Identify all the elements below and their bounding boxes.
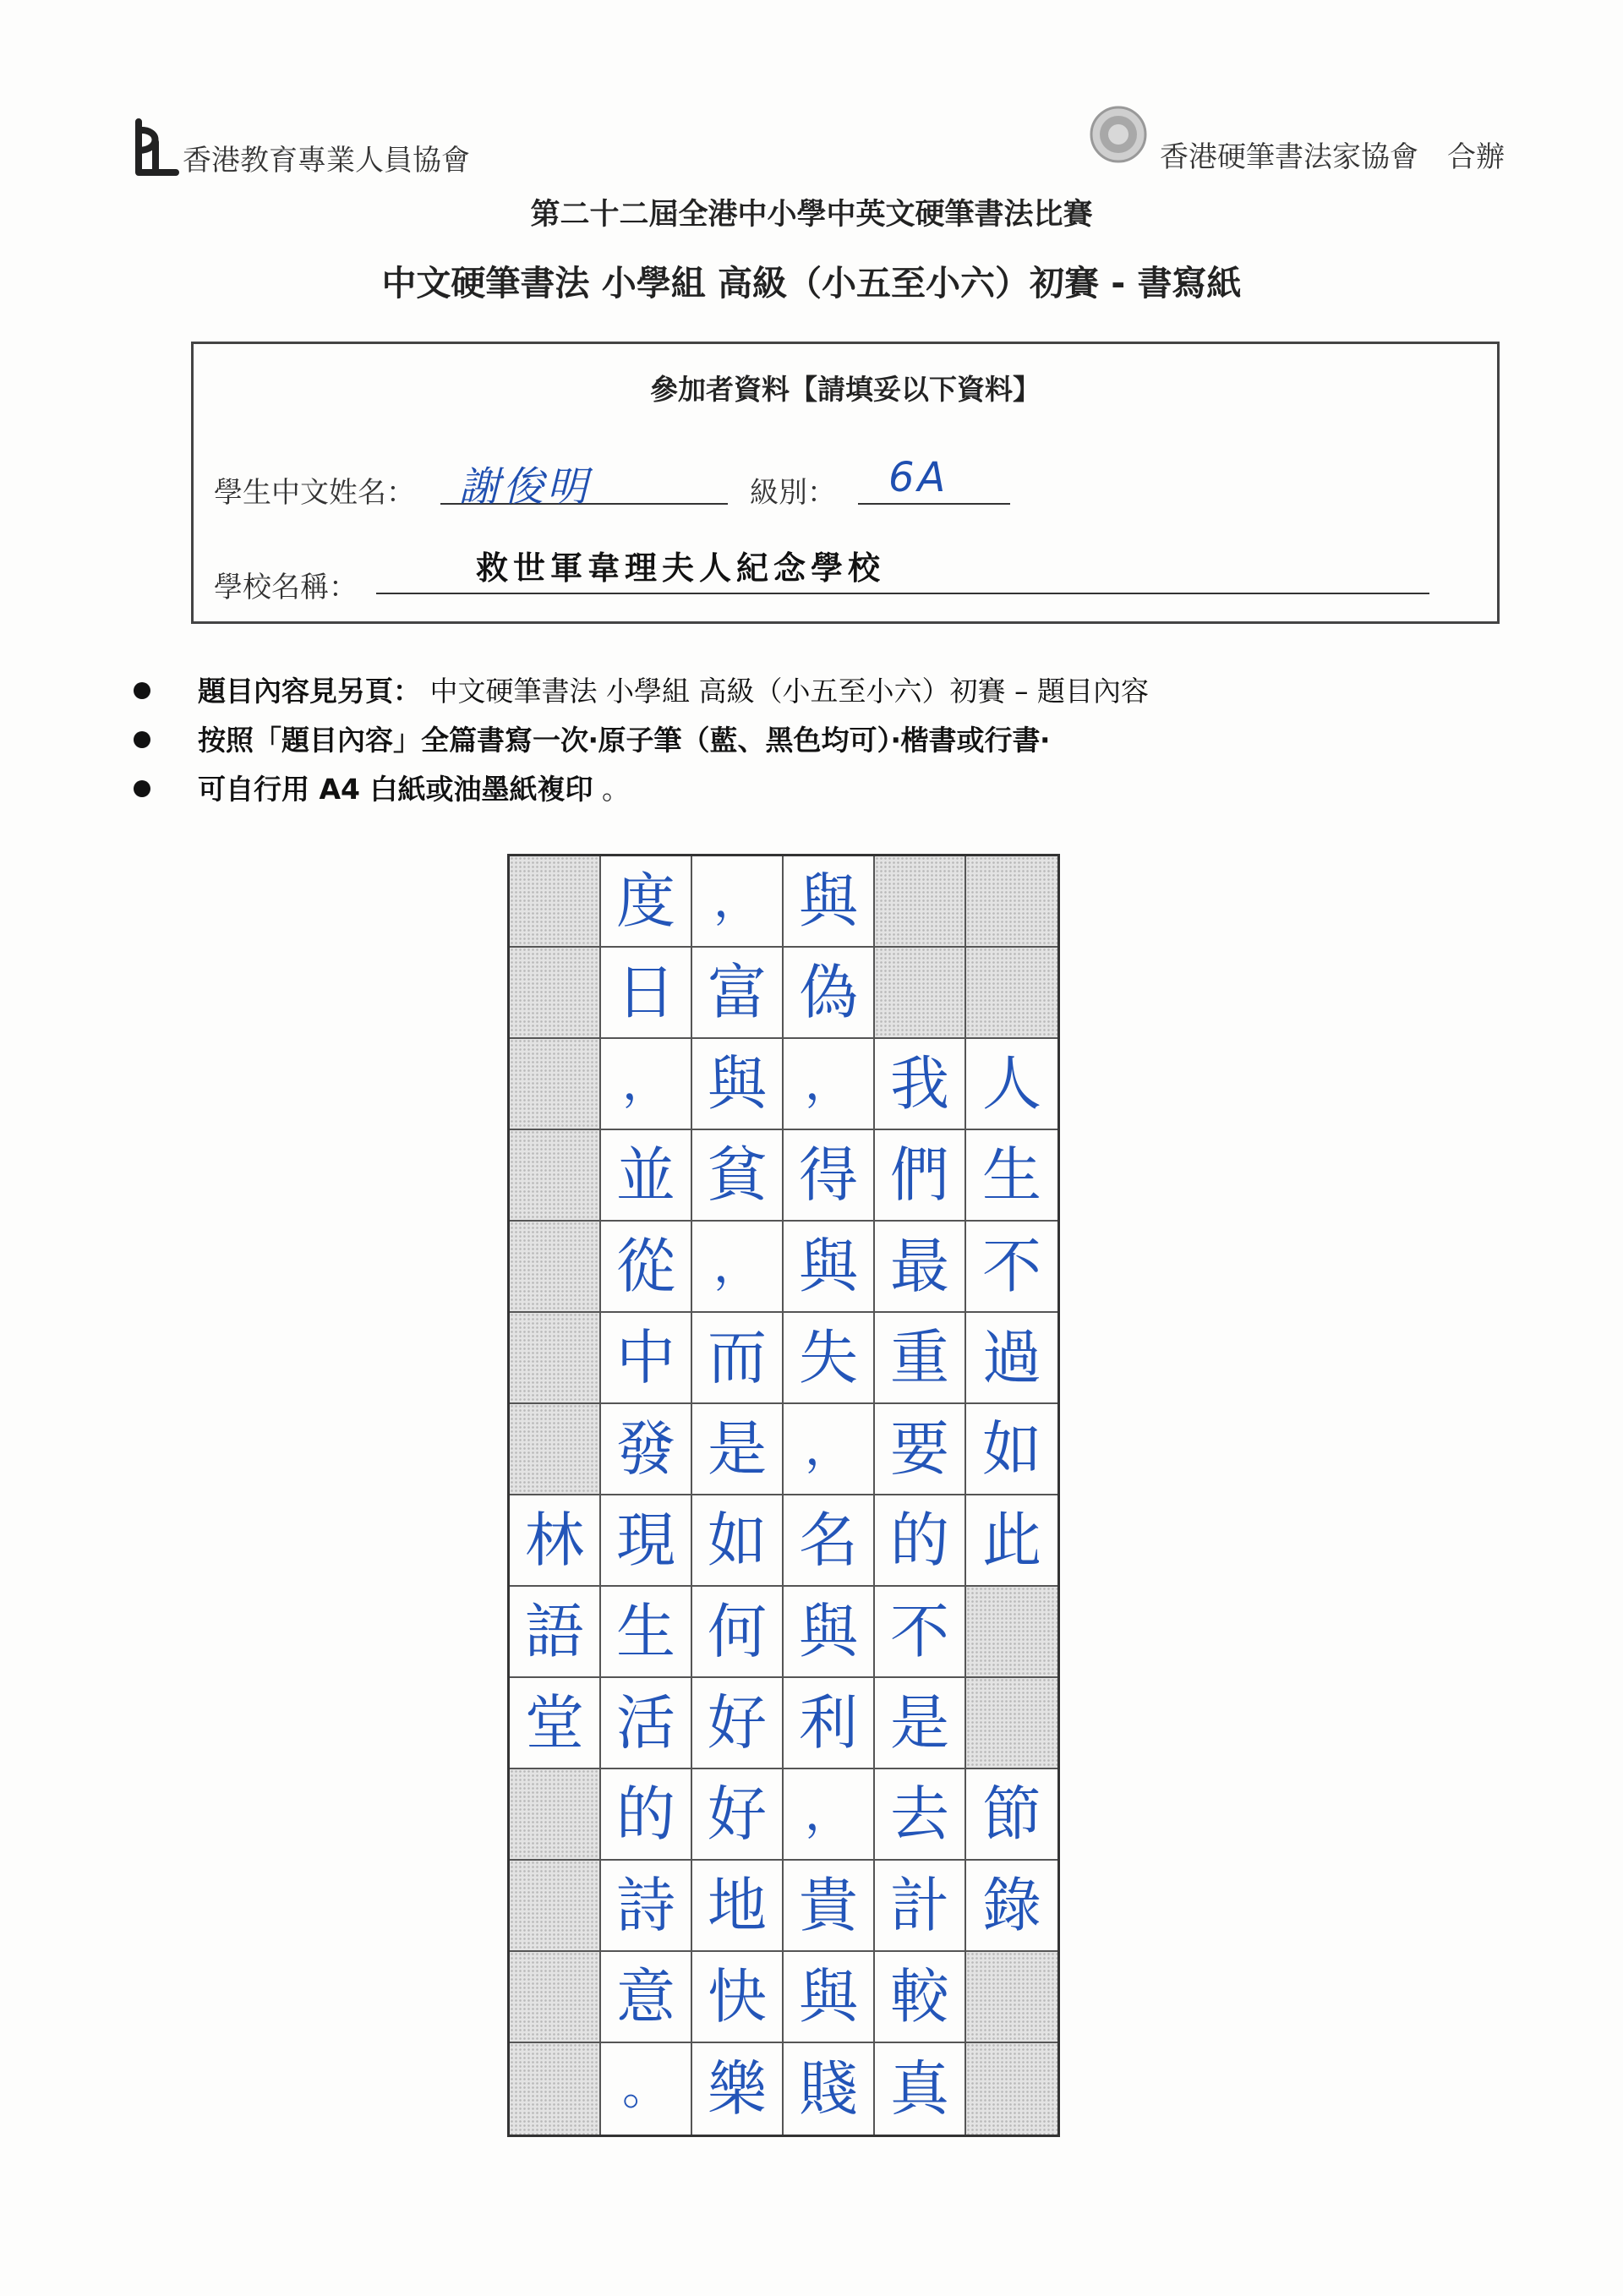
grid-cell[interactable]: 如 <box>692 1495 784 1587</box>
grid-cell[interactable]: 並 <box>601 1130 692 1222</box>
grid-cell[interactable]: 何 <box>692 1587 784 1678</box>
note-bold-text: 按照「題目內容」全篇書寫一次‧原子筆（藍、黑色均可）‧楷書或行書‧ <box>198 724 1050 757</box>
bullet-icon <box>134 780 150 797</box>
grid-cell[interactable]: 詩 <box>601 1861 692 1952</box>
grid-cell[interactable]: 的 <box>601 1769 692 1861</box>
grid-cell[interactable]: 不 <box>875 1587 966 1678</box>
grid-cell[interactable] <box>966 856 1057 948</box>
grid-cell[interactable]: 我 <box>875 1039 966 1130</box>
grid-cell[interactable]: 此 <box>966 1495 1057 1587</box>
grid-cell[interactable]: 語 <box>510 1587 601 1678</box>
school-name-value: 救世軍韋理夫人紀念學校 <box>476 549 886 587</box>
grid-cell[interactable]: 利 <box>784 1678 875 1769</box>
grid-cell[interactable]: 人 <box>966 1039 1057 1130</box>
grid-cell[interactable]: 較 <box>875 1952 966 2043</box>
note-text: 中文硬筆書法 小學組 高級（小五至小六）初賽 – 題目內容 <box>421 675 1149 708</box>
grid-cell[interactable]: 如 <box>966 1404 1057 1495</box>
grid-cell[interactable]: 生 <box>601 1587 692 1678</box>
participant-info-heading: 參加者資料【請填妥以下資料】 <box>650 373 1041 406</box>
grid-cell[interactable]: 重 <box>875 1313 966 1404</box>
grid-cell[interactable] <box>510 2043 601 2135</box>
grid-cell[interactable]: 。 <box>601 2043 692 2135</box>
grid-cell[interactable] <box>510 1404 601 1495</box>
grid-cell[interactable]: 活 <box>601 1678 692 1769</box>
paper-title: 中文硬筆書法 小學組 高級（小五至小六）初賽 - 書寫紙 <box>381 263 1242 303</box>
grid-cell[interactable]: 日 <box>601 948 692 1039</box>
grid-cell[interactable]: 好 <box>692 1769 784 1861</box>
grid-cell[interactable]: ， <box>692 1222 784 1313</box>
grid-cell[interactable]: ， <box>601 1039 692 1130</box>
note-item <box>134 670 1149 709</box>
grid-cell[interactable]: 樂 <box>692 2043 784 2135</box>
organizer-right-name: 香港硬筆書法家協會 合辦 <box>1160 140 1505 174</box>
grid-cell[interactable]: 富 <box>692 948 784 1039</box>
grid-cell[interactable]: 堂 <box>510 1678 601 1769</box>
calligraphy-association-seal-icon <box>1087 103 1150 166</box>
grid-cell[interactable]: 的 <box>875 1495 966 1587</box>
grid-cell[interactable] <box>875 948 966 1039</box>
note-bold-text: 題目內容見另頁： <box>198 675 421 708</box>
grid-cell[interactable]: 與 <box>784 856 875 948</box>
grid-cell[interactable]: 而 <box>692 1313 784 1404</box>
grid-cell[interactable]: 名 <box>784 1495 875 1587</box>
class-value: 6A <box>888 454 949 501</box>
grid-cell[interactable]: 從 <box>601 1222 692 1313</box>
grid-cell[interactable] <box>875 856 966 948</box>
grid-cell[interactable]: 偽 <box>784 948 875 1039</box>
note-item <box>134 768 630 807</box>
grid-cell[interactable]: 與 <box>784 1952 875 2043</box>
grid-cell[interactable] <box>510 948 601 1039</box>
grid-cell[interactable]: 林 <box>510 1495 601 1587</box>
grid-cell[interactable]: 去 <box>875 1769 966 1861</box>
grid-cell[interactable] <box>510 1313 601 1404</box>
grid-cell[interactable]: ， <box>784 1039 875 1130</box>
grid-cell[interactable]: 們 <box>875 1130 966 1222</box>
grid-cell[interactable] <box>510 1952 601 2043</box>
grid-cell[interactable] <box>966 2043 1057 2135</box>
grid-cell[interactable]: 不 <box>966 1222 1057 1313</box>
grid-cell[interactable]: 意 <box>601 1952 692 2043</box>
grid-cell[interactable] <box>510 1769 601 1861</box>
grid-cell[interactable] <box>510 1222 601 1313</box>
student-name-label: 學生中文姓名： <box>214 476 415 510</box>
grid-cell[interactable] <box>966 1952 1057 2043</box>
grid-cell[interactable]: ， <box>784 1404 875 1495</box>
student-name-field[interactable] <box>440 454 728 511</box>
grid-cell[interactable] <box>510 1039 601 1130</box>
school-name-label: 學校名稱： <box>214 571 358 604</box>
grid-cell[interactable]: 真 <box>875 2043 966 2135</box>
organizer-left-name: 香港教育專業人員協會 <box>183 144 470 178</box>
grid-cell[interactable]: 快 <box>692 1952 784 2043</box>
grid-cell[interactable]: 中 <box>601 1313 692 1404</box>
class-field[interactable] <box>858 454 1010 505</box>
participant-info-box <box>191 342 1500 624</box>
grid-cell[interactable]: 好 <box>692 1678 784 1769</box>
grid-cell[interactable] <box>510 1861 601 1952</box>
class-label: 級別： <box>750 476 836 510</box>
grid-cell[interactable]: 是 <box>692 1404 784 1495</box>
grid-cell[interactable]: 計 <box>875 1861 966 1952</box>
grid-cell[interactable]: 錄 <box>966 1861 1057 1952</box>
bullet-icon <box>134 731 150 748</box>
grid-cell[interactable] <box>510 1130 601 1222</box>
bullet-icon <box>134 682 150 699</box>
ptu-logo-icon <box>127 117 181 178</box>
grid-cell[interactable]: 與 <box>692 1039 784 1130</box>
competition-title: 第二十二屆全港中小學中英文硬筆書法比賽 <box>530 198 1093 232</box>
grid-cell[interactable]: 要 <box>875 1404 966 1495</box>
grid-cell[interactable]: 貧 <box>692 1130 784 1222</box>
grid-cell[interactable] <box>966 1587 1057 1678</box>
writing-grid <box>507 854 1060 2137</box>
grid-cell[interactable] <box>966 948 1057 1039</box>
grid-cell[interactable]: 與 <box>784 1222 875 1313</box>
grid-cell[interactable]: 現 <box>601 1495 692 1587</box>
grid-cell[interactable]: ， <box>692 856 784 948</box>
grid-cell[interactable] <box>966 1678 1057 1769</box>
grid-cell[interactable]: 與 <box>784 1587 875 1678</box>
grid-cell[interactable]: 賤 <box>784 2043 875 2135</box>
grid-cell[interactable]: 度 <box>601 856 692 948</box>
grid-cell[interactable]: 是 <box>875 1678 966 1769</box>
note-text: 。 <box>593 773 630 806</box>
grid-cell[interactable]: ， <box>784 1769 875 1861</box>
grid-cell[interactable]: 貴 <box>784 1861 875 1952</box>
grid-cell[interactable]: 過 <box>966 1313 1057 1404</box>
note-bold-text: 可自行用 A4 白紙或油墨紙複印 <box>198 773 593 806</box>
grid-cell[interactable]: 地 <box>692 1861 784 1952</box>
note-item <box>134 719 1050 758</box>
grid-cell[interactable]: 節 <box>966 1769 1057 1861</box>
grid-cell[interactable]: 最 <box>875 1222 966 1313</box>
grid-cell[interactable]: 發 <box>601 1404 692 1495</box>
grid-cell[interactable]: 生 <box>966 1130 1057 1222</box>
grid-cell[interactable] <box>510 856 601 948</box>
school-name-field[interactable] <box>376 540 1429 594</box>
grid-cell[interactable]: 得 <box>784 1130 875 1222</box>
grid-cell[interactable]: 失 <box>784 1313 875 1404</box>
student-name-value: 謝俊明 <box>459 463 592 511</box>
